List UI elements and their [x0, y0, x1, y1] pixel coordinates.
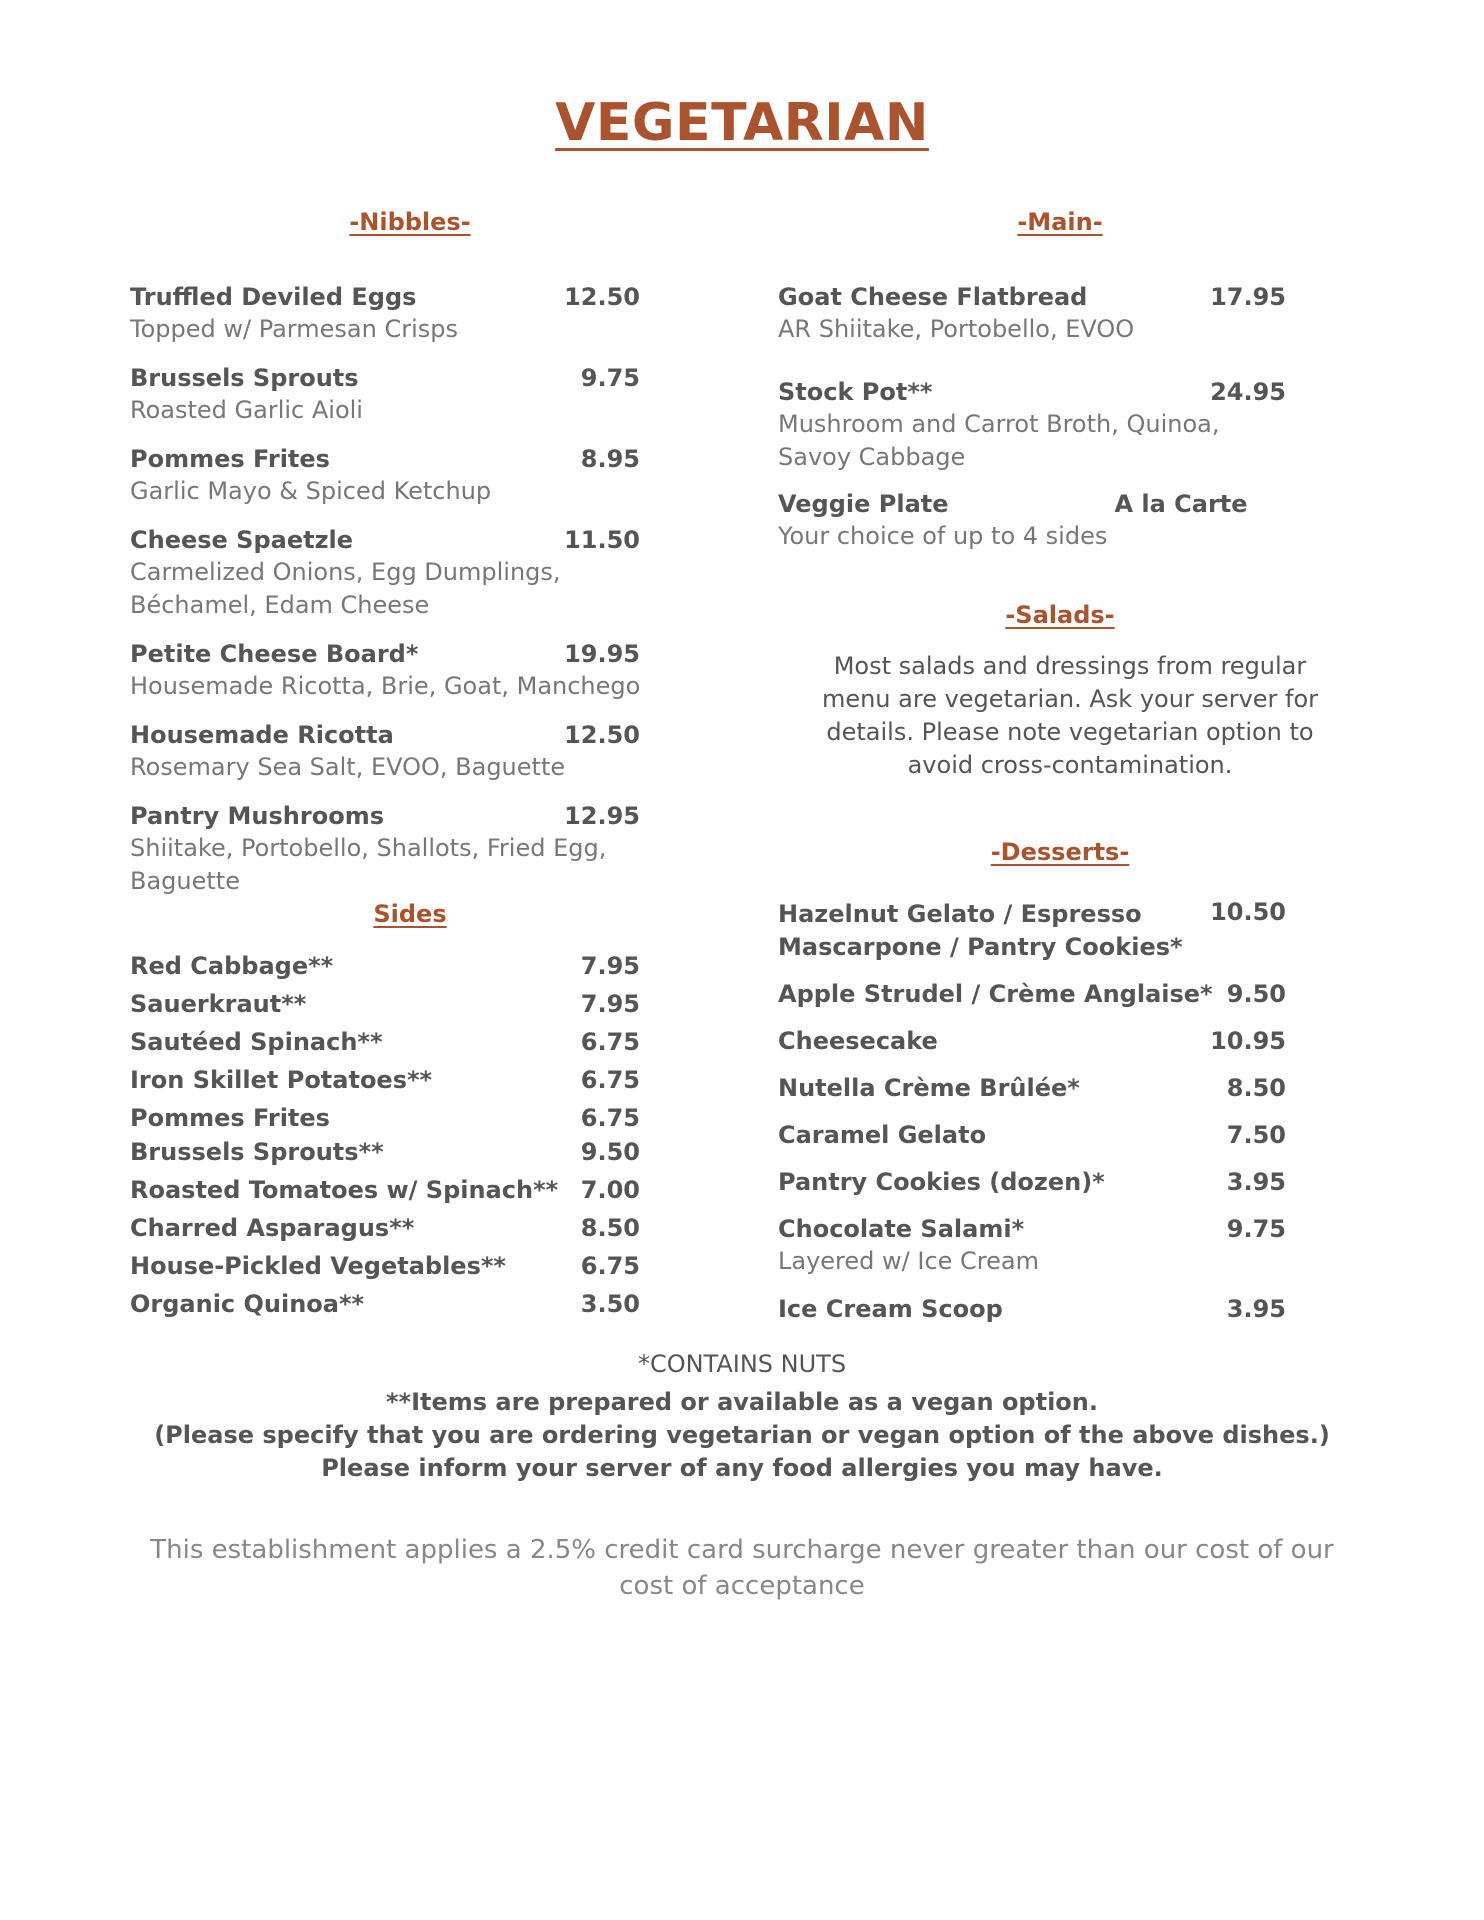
- side-item-price: 6.75: [580, 1252, 640, 1280]
- menu-item-name: Petite Cheese Board*: [130, 640, 419, 668]
- menu-item-price: 12.50: [564, 721, 640, 749]
- menu-item-name: Truffled Deviled Eggs: [130, 283, 417, 311]
- side-item-price: 3.50: [580, 1290, 640, 1318]
- menu-item-name: Cheese Spaetzle: [130, 526, 354, 554]
- side-item-name: Red Cabbage**: [130, 952, 334, 980]
- dessert-item-name: Caramel Gelato: [778, 1121, 987, 1149]
- menu-item-name: Stock Pot**: [778, 378, 933, 406]
- side-item-name: Roasted Tomatoes w/ Spinach**: [130, 1176, 559, 1204]
- dessert-item-price: 10.95: [1210, 1027, 1286, 1055]
- menu-item-price: 17.95: [1210, 283, 1286, 311]
- dessert-item-desc: Layered w/ Ice Cream: [778, 1247, 1039, 1275]
- menu-item-price: 24.95: [1210, 378, 1286, 406]
- side-item-price: 7.95: [580, 952, 640, 980]
- side-item-price: 7.95: [580, 990, 640, 1018]
- nuts-note: *CONTAINS NUTS: [637, 1350, 847, 1378]
- menu-item-name: Pantry Mushrooms: [130, 802, 384, 830]
- menu-item-name: Pommes Frites: [130, 445, 330, 473]
- dessert-item-price: 8.50: [1226, 1074, 1286, 1102]
- menu-item-name: Brussels Sprouts: [130, 364, 359, 392]
- menu-item-desc: Carmelized Onions, Egg Dumplings, Béchamel, Edam Cheese: [130, 558, 561, 619]
- menu-item-desc: Topped w/ Parmesan Crisps: [130, 315, 458, 343]
- side-item-name: Charred Asparagus**: [130, 1214, 415, 1242]
- menu-item-name: Goat Cheese Flatbread: [778, 283, 1088, 311]
- menu-item-desc: Mushroom and Carrot Broth, Quinoa, Savoy Cabbage: [778, 410, 1220, 471]
- allergy-note: Please inform your server of any food allergies you may have.: [321, 1454, 1163, 1482]
- side-item-price: 7.00: [580, 1176, 640, 1204]
- specify-note: (Please specify that you are ordering vegetarian or vegan option of the above dishes.): [154, 1421, 1330, 1449]
- surcharge-note: This establishment applies a 2.5% credit card surcharge never greater than our cost of our cost of acceptance: [150, 1535, 1334, 1601]
- side-item-price: 6.75: [580, 1028, 640, 1056]
- menu-item-price: A la Carte: [1114, 490, 1248, 518]
- dessert-item-name: Chocolate Salami*: [778, 1215, 1025, 1243]
- desserts-heading: -Desserts-: [990, 838, 1130, 866]
- page-title: VEGETARIAN: [555, 93, 929, 153]
- dessert-item-price: 7.50: [1226, 1121, 1286, 1149]
- salads-note: Most salads and dressings from regular menu are vegetarian. Ask your server for details. Please note vegetarian option to avoid cross-contamination.: [821, 652, 1319, 779]
- side-item-name: House-Pickled Vegetables**: [130, 1252, 506, 1280]
- dessert-item-price: 9.75: [1226, 1215, 1286, 1243]
- menu-item-desc: Housemade Ricotta, Brie, Goat, Manchego: [130, 672, 641, 700]
- menu-item-price: 8.95: [580, 445, 640, 473]
- menu-item-price: 9.75: [580, 364, 640, 392]
- side-item-name: Sautéed Spinach**: [130, 1028, 383, 1056]
- menu-item-desc: Garlic Mayo & Spiced Ketchup: [130, 477, 492, 505]
- side-item-price: 6.75: [580, 1104, 640, 1132]
- dessert-item-price: 3.95: [1226, 1168, 1286, 1196]
- dessert-item-name: Cheesecake: [778, 1027, 938, 1055]
- dessert-item-price: 10.50: [1210, 898, 1286, 926]
- dessert-item-name: Pantry Cookies (dozen)*: [778, 1168, 1105, 1196]
- menu-item-desc: Roasted Garlic Aioli: [130, 396, 363, 424]
- side-item-name: Brussels Sprouts**: [130, 1138, 384, 1166]
- menu-item-desc: Rosemary Sea Salt, EVOO, Baguette: [130, 753, 566, 781]
- side-item-price: 6.75: [580, 1066, 640, 1094]
- menu-item-name: Housemade Ricotta: [130, 721, 394, 749]
- menu-item-price: 12.95: [564, 802, 640, 830]
- dessert-item-price: 3.95: [1226, 1295, 1286, 1323]
- dessert-item-name: Hazelnut Gelato / Espresso Mascarpone / Pantry Cookies*: [778, 900, 1183, 961]
- side-item-name: Sauerkraut**: [130, 990, 307, 1018]
- side-item-name: Iron Skillet Potatoes**: [130, 1066, 433, 1094]
- dessert-item-name: Apple Strudel / Crème Anglaise*: [778, 980, 1213, 1008]
- menu-item-price: 11.50: [564, 526, 640, 554]
- vegan-note: **Items are prepared or available as a vegan option.: [386, 1388, 1098, 1416]
- salads-heading: -Salads-: [1005, 601, 1115, 629]
- menu-item-desc: AR Shiitake, Portobello, EVOO: [778, 315, 1135, 343]
- side-item-price: 9.50: [580, 1138, 640, 1166]
- menu-item-price: 19.95: [564, 640, 640, 668]
- main-heading: -Main-: [1017, 208, 1103, 236]
- nibbles-heading: -Nibbles-: [349, 208, 471, 236]
- menu-item-price: 12.50: [564, 283, 640, 311]
- dessert-item-name: Ice Cream Scoop: [778, 1295, 1003, 1323]
- side-item-price: 8.50: [580, 1214, 640, 1242]
- dessert-item-price: 9.50: [1226, 980, 1286, 1008]
- dessert-item-name: Nutella Crème Brûlée*: [778, 1074, 1080, 1102]
- side-item-name: Pommes Frites: [130, 1104, 330, 1132]
- menu-item-desc: Your choice of up to 4 sides: [778, 522, 1108, 550]
- menu-item-name: Veggie Plate: [778, 490, 949, 518]
- menu-item-desc: Shiitake, Portobello, Shallots, Fried Egg, Baguette: [130, 834, 607, 895]
- sides-heading: Sides: [373, 900, 447, 928]
- side-item-name: Organic Quinoa**: [130, 1290, 365, 1318]
